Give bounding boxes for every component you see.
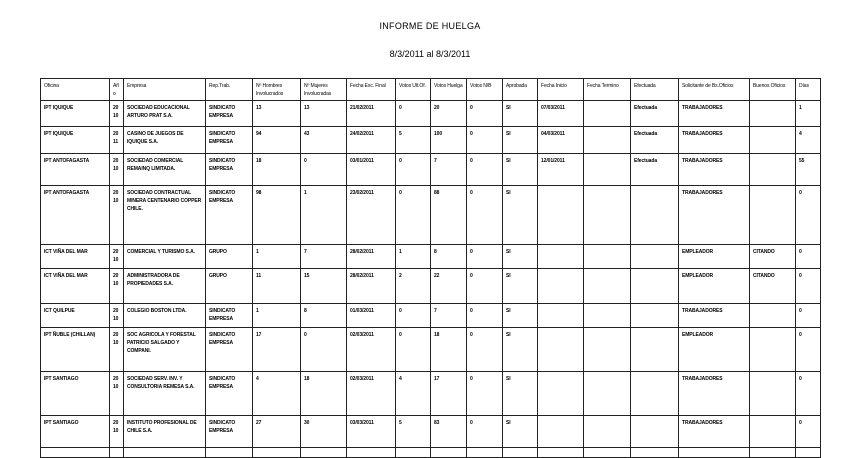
table-cell xyxy=(584,101,631,127)
column-header: Votos N/B xyxy=(467,79,503,101)
table-cell xyxy=(631,269,679,304)
table-cell: IPT SANTIAGO xyxy=(41,416,110,448)
table-cell xyxy=(538,245,584,269)
table-row xyxy=(41,127,821,154)
table-cell: SINDICATO EMPRESA xyxy=(206,154,253,186)
table-cell xyxy=(206,448,253,458)
table-row xyxy=(41,372,821,416)
table-cell: 1 xyxy=(396,245,431,269)
table-cell: 18 xyxy=(431,328,467,372)
table-cell: SINDICATO EMPRESA xyxy=(206,328,253,372)
table-cell: TRABAJADORES xyxy=(679,154,750,186)
table-cell xyxy=(584,304,631,328)
table-cell xyxy=(631,186,679,245)
column-header: Días xyxy=(796,79,821,101)
table-cell xyxy=(750,448,796,458)
column-header: Nº Hombres Involucrados xyxy=(253,79,301,101)
table-cell: 28/02/2011 xyxy=(347,245,396,269)
table-cell: 04/03/2011 xyxy=(538,127,584,154)
column-header: Fecha Termino xyxy=(584,79,631,101)
table-cell xyxy=(253,448,301,458)
table-cell: SI xyxy=(503,416,538,448)
table-cell: SI xyxy=(503,245,538,269)
table-cell: 0 xyxy=(796,372,821,416)
table-cell: SINDICATO EMPRESA xyxy=(206,372,253,416)
table-cell: 18 xyxy=(253,154,301,186)
table-cell: 13 xyxy=(253,101,301,127)
table-cell: 0 xyxy=(796,245,821,269)
table-cell xyxy=(631,372,679,416)
table-cell: SI xyxy=(503,372,538,416)
table-cell: 88 xyxy=(431,186,467,245)
table-row xyxy=(41,186,821,245)
table-cell: 1 xyxy=(253,304,301,328)
table-cell xyxy=(750,372,796,416)
table-cell: 2010 xyxy=(110,372,124,416)
table-cell: 4 xyxy=(253,372,301,416)
table-cell: EMPLEADOR xyxy=(679,245,750,269)
table-cell: 18 xyxy=(301,372,347,416)
table-row xyxy=(41,101,821,127)
table-cell: SINDICATO EMPRESA xyxy=(206,304,253,328)
table-cell: 1 xyxy=(796,101,821,127)
column-header: Oficina xyxy=(41,79,110,101)
column-header: Nº Mujeres Involucradas xyxy=(301,79,347,101)
table-cell xyxy=(750,101,796,127)
table-cell xyxy=(584,328,631,372)
table-cell: TRABAJADORES xyxy=(679,372,750,416)
table-cell: 2010 xyxy=(110,186,124,245)
table-cell xyxy=(584,154,631,186)
table-cell: 20 xyxy=(431,101,467,127)
table-cell: IPT SANTIAGO xyxy=(41,372,110,416)
table-row xyxy=(41,328,821,372)
table-cell: 7 xyxy=(301,245,347,269)
table-cell: 11 xyxy=(253,269,301,304)
table-cell xyxy=(584,127,631,154)
table-cell: 07/03/2011 xyxy=(538,101,584,127)
table-cell: 8 xyxy=(431,245,467,269)
table-cell: SOC AGRICOLA Y FORESTAL PATRICIO SALGADO Y COMPANI. xyxy=(124,328,206,372)
table-cell: 5 xyxy=(396,127,431,154)
table-cell xyxy=(796,448,821,458)
table-cell: 0 xyxy=(396,186,431,245)
table-cell xyxy=(124,448,206,458)
table-cell: 2010 xyxy=(110,416,124,448)
table-cell xyxy=(538,372,584,416)
table-row xyxy=(41,304,821,328)
table-row xyxy=(41,269,821,304)
table-cell: 24/02/2011 xyxy=(347,127,396,154)
table-cell: IPT IQUIQUE xyxy=(41,101,110,127)
table-cell: 2010 xyxy=(110,328,124,372)
column-header: Aprobada xyxy=(503,79,538,101)
table-cell: 2 xyxy=(396,269,431,304)
table-cell xyxy=(584,372,631,416)
table-row xyxy=(41,245,821,269)
table-cell: 98 xyxy=(253,186,301,245)
table-cell xyxy=(467,448,503,458)
table-cell xyxy=(750,304,796,328)
report-title: INFORME DE HUELGA xyxy=(379,21,481,31)
column-header: Buenos Oficios xyxy=(750,79,796,101)
table-cell: SI xyxy=(503,154,538,186)
table-row xyxy=(41,416,821,448)
table-cell: TRABAJADORES xyxy=(679,304,750,328)
column-header: Solicitante de Bs.Oficios xyxy=(679,79,750,101)
table-cell xyxy=(41,448,110,458)
table-cell: 2010 xyxy=(110,269,124,304)
table-cell: TRABAJADORES xyxy=(679,186,750,245)
table-cell xyxy=(750,416,796,448)
table-cell: 17 xyxy=(253,328,301,372)
column-header: Año xyxy=(110,79,124,101)
table-cell: SINDICATO EMPRESA xyxy=(206,127,253,154)
table-cell: ICT QUILPUE xyxy=(41,304,110,328)
table-cell: 02/03/2011 xyxy=(347,372,396,416)
table-cell: ADMINISTRADORA DE PROPIEDADES S.A. xyxy=(124,269,206,304)
column-header: Fecha Exc. Final xyxy=(347,79,396,101)
table-cell: SI xyxy=(503,186,538,245)
table-cell: 0 xyxy=(796,416,821,448)
table-cell: GRUPO xyxy=(206,269,253,304)
table-cell: 0 xyxy=(467,372,503,416)
table-cell xyxy=(538,448,584,458)
table-cell xyxy=(631,448,679,458)
table-cell: 0 xyxy=(301,154,347,186)
table-cell: 13 xyxy=(301,101,347,127)
table-cell: 02/03/2011 xyxy=(347,328,396,372)
table-cell: 0 xyxy=(796,269,821,304)
table-cell xyxy=(750,127,796,154)
table-cell: 2010 xyxy=(110,245,124,269)
table-cell: TRABAJADORES xyxy=(679,127,750,154)
table-cell: CITANDO xyxy=(750,245,796,269)
table-cell: 1 xyxy=(301,186,347,245)
table-cell: 0 xyxy=(396,101,431,127)
table-cell: 7 xyxy=(431,154,467,186)
table-cell: 0 xyxy=(796,328,821,372)
table-cell: SI xyxy=(503,304,538,328)
table-cell: SOCIEDAD SERV. INV. Y CONSULTORIA REMESA S.A. xyxy=(124,372,206,416)
table-cell: 0 xyxy=(467,416,503,448)
table-cell: 15 xyxy=(301,269,347,304)
report-period: 8/3/2011 al 8/3/2011 xyxy=(389,49,471,59)
table-cell xyxy=(301,448,347,458)
table-cell: 5 xyxy=(396,416,431,448)
table-cell xyxy=(631,328,679,372)
table-cell xyxy=(503,448,538,458)
table-cell: GRUPO xyxy=(206,245,253,269)
table-cell: SINDICATO EMPRESA xyxy=(206,186,253,245)
table-cell: CITANDO xyxy=(750,269,796,304)
table-cell xyxy=(584,448,631,458)
table-cell: TRABAJADORES xyxy=(679,101,750,127)
table-cell: 2010 xyxy=(110,101,124,127)
column-header: Votos Huelga xyxy=(431,79,467,101)
table-cell: SI xyxy=(503,101,538,127)
table-cell: 01/03/2011 xyxy=(347,304,396,328)
table-cell xyxy=(396,448,431,458)
table-cell: TRABAJADORES xyxy=(679,416,750,448)
table-cell xyxy=(110,448,124,458)
table-cell: 55 xyxy=(796,154,821,186)
table-cell xyxy=(679,448,750,458)
table-cell: 03/01/2011 xyxy=(347,154,396,186)
table-cell: Efectuada xyxy=(631,127,679,154)
table-cell: 0 xyxy=(467,101,503,127)
table-cell: 03/03/2011 xyxy=(347,416,396,448)
column-header: Rep.Trab. xyxy=(206,79,253,101)
table-cell: 0 xyxy=(396,328,431,372)
table-cell: 2010 xyxy=(110,154,124,186)
column-header: Efectuada xyxy=(631,79,679,101)
table-cell: 7 xyxy=(431,304,467,328)
table-cell: 23/02/2011 xyxy=(347,186,396,245)
table-cell: 94 xyxy=(253,127,301,154)
table-cell xyxy=(431,448,467,458)
table-cell xyxy=(538,416,584,448)
table-cell: 4 xyxy=(396,372,431,416)
table-cell: 0 xyxy=(467,269,503,304)
table-cell: 2010 xyxy=(110,304,124,328)
table-cell: 27 xyxy=(253,416,301,448)
table-cell: SI xyxy=(503,269,538,304)
table-cell: 1 xyxy=(253,245,301,269)
table-cell: ICT VIÑA DEL MAR xyxy=(41,245,110,269)
table-cell: IPT ANTOFAGASTA xyxy=(41,154,110,186)
table-cell: 0 xyxy=(396,304,431,328)
table-cell: 4 xyxy=(796,127,821,154)
table-cell xyxy=(584,416,631,448)
table-cell: SOCIEDAD CONTRACTUAL MINERA CENTENARIO COPPER CHILE. xyxy=(124,186,206,245)
table-cell: 28/02/2011 xyxy=(347,269,396,304)
table-cell: 100 xyxy=(431,127,467,154)
table-cell xyxy=(538,269,584,304)
table-cell xyxy=(584,186,631,245)
table-cell: SI xyxy=(503,328,538,372)
table-cell: 21/02/2011 xyxy=(347,101,396,127)
table-cell: 0 xyxy=(467,245,503,269)
table-cell: 0 xyxy=(396,154,431,186)
table-cell: Efectuada xyxy=(631,154,679,186)
table-cell: 2011 xyxy=(110,127,124,154)
table-cell: Efectuada xyxy=(631,101,679,127)
table-cell: INSTITUTO PROFESIONAL DE CHILE S.A. xyxy=(124,416,206,448)
table-cell xyxy=(584,245,631,269)
table-cell: 0 xyxy=(796,304,821,328)
table-cell xyxy=(347,448,396,458)
column-header: Empresa xyxy=(124,79,206,101)
table-cell: COLEGIO BOSTON LTDA. xyxy=(124,304,206,328)
table-cell xyxy=(538,328,584,372)
table-cell: 0 xyxy=(467,328,503,372)
table-cell: COMERCIAL Y TURISMO S.A. xyxy=(124,245,206,269)
table-cell xyxy=(584,269,631,304)
table-cell xyxy=(631,245,679,269)
table-header-row xyxy=(41,79,821,101)
table-cell: 0 xyxy=(301,328,347,372)
table-cell: 83 xyxy=(431,416,467,448)
table-cell: IPT ÑUBLE (CHILLAN) xyxy=(41,328,110,372)
table-cell: SOCIEDAD COMERCIAL REMAINQ LIMITADA. xyxy=(124,154,206,186)
table-cell: EMPLEADOR xyxy=(679,328,750,372)
table-cell: 12/01/2011 xyxy=(538,154,584,186)
table-cell xyxy=(538,186,584,245)
table-cell xyxy=(631,304,679,328)
table-cell: SINDICATO EMPRESA xyxy=(206,101,253,127)
table-cell: SOCIEDAD EDUCACIONAL ARTURO PRAT S.A. xyxy=(124,101,206,127)
table-cell: ICT VIÑA DEL MAR xyxy=(41,269,110,304)
table-row xyxy=(41,154,821,186)
table-cell: 8 xyxy=(301,304,347,328)
table-cell: 22 xyxy=(431,269,467,304)
table-cell xyxy=(538,304,584,328)
column-header: Votos Ult.Of. xyxy=(396,79,431,101)
table-cell xyxy=(631,416,679,448)
table-cell: 0 xyxy=(796,186,821,245)
table-cell: IPT ANTOFAGASTA xyxy=(41,186,110,245)
table-row-partial xyxy=(41,448,821,458)
strike-report-table xyxy=(40,78,821,458)
table-cell: CASINO DE JUEGOS DE IQUIQUE S.A. xyxy=(124,127,206,154)
table-cell: SI xyxy=(503,127,538,154)
table-cell xyxy=(750,154,796,186)
table-cell: 43 xyxy=(301,127,347,154)
table-cell: 30 xyxy=(301,416,347,448)
table-cell: EMPLEADOR xyxy=(679,269,750,304)
table-cell: 0 xyxy=(467,186,503,245)
table-cell: 17 xyxy=(431,372,467,416)
table-cell: 0 xyxy=(467,154,503,186)
table-cell: SINDICATO EMPRESA xyxy=(206,416,253,448)
table-cell xyxy=(750,186,796,245)
table-cell xyxy=(750,328,796,372)
table-cell: 0 xyxy=(467,304,503,328)
column-header: Fecha Inicio xyxy=(538,79,584,101)
table-cell: IPT IQUIQUE xyxy=(41,127,110,154)
table-cell: 0 xyxy=(467,127,503,154)
